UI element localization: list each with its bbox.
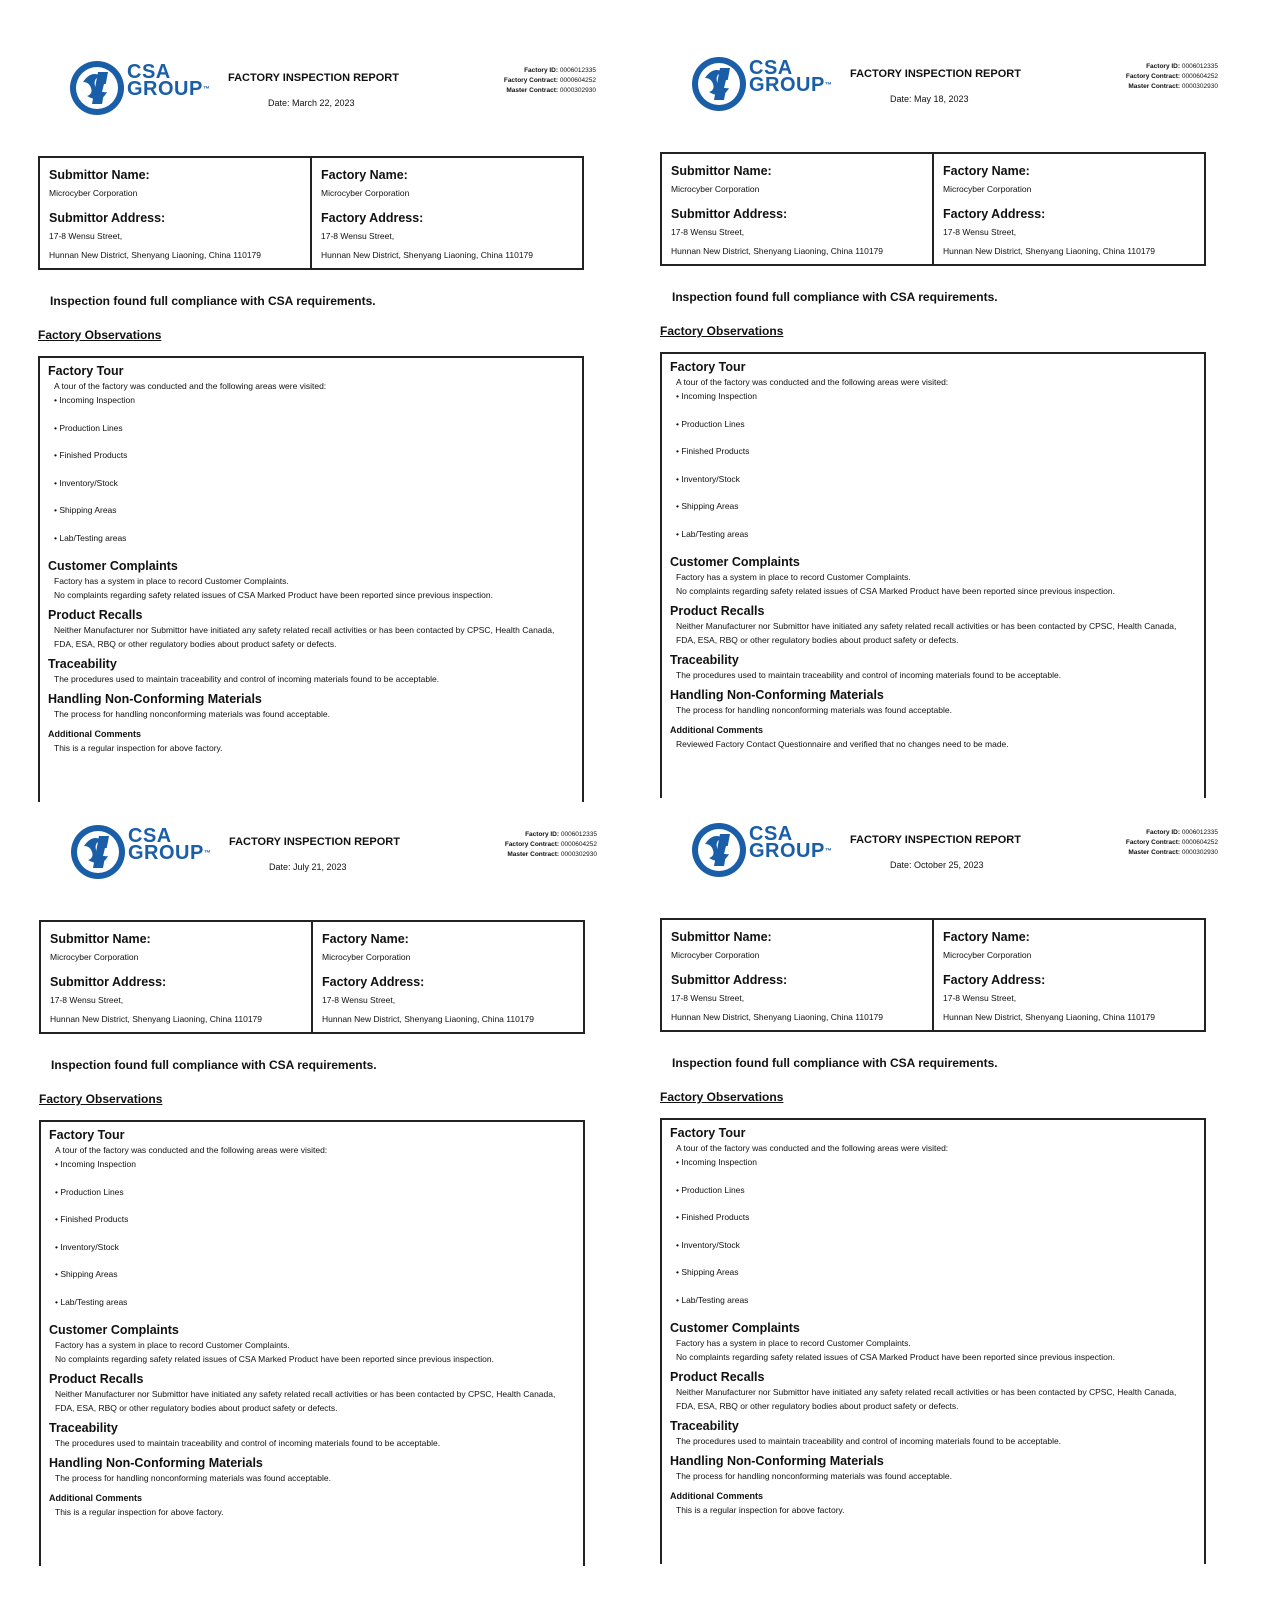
report-date: Date: March 22, 2023: [268, 98, 355, 108]
factory-id: 0006012335: [559, 67, 596, 74]
factory-tour-heading: Factory Tour: [670, 1126, 746, 1140]
list-item: • Shipping Areas: [676, 501, 739, 512]
traceability-heading: Traceability: [670, 652, 739, 667]
complaints-heading: Customer Complaints: [48, 558, 178, 573]
comments-text: This is a regular inspection for above factory.: [54, 742, 223, 753]
complaints-text-1: Factory has a system in place to record Customer Complaints.: [55, 1339, 290, 1350]
logo-wordmark: CSA GROUP™: [128, 825, 212, 864]
submitter-factory-box: [660, 152, 1206, 266]
factory-column: [310, 158, 582, 268]
handling-text: The process for handling nonconforming materials was found acceptable.: [54, 708, 330, 719]
visited-areas-list: [49, 1157, 575, 1309]
master-contract: 0000302930: [560, 851, 597, 858]
submitter-address-line2: Hunnan New District, Shenyang Liaoning, China 110179: [671, 246, 884, 256]
report-date: Date: May 18, 2023: [890, 94, 969, 104]
observations-heading: Factory Observations: [39, 1092, 163, 1106]
report-header: [39, 796, 609, 916]
report-date: Date: July 21, 2023: [269, 862, 347, 872]
complaints-text-2: No complaints regarding safety related issues of CSA Marked Product have been reported since previous inspection.: [676, 585, 1115, 596]
comments-text: Reviewed Factory Contact Questionnaire and verified that no changes need to be made.: [676, 738, 1009, 749]
factory-tour-intro: A tour of the factory was conducted and the following areas were visited:: [676, 1143, 949, 1153]
factory-name-label: Factory Name:: [321, 168, 408, 182]
observations-box: [39, 1120, 585, 1566]
recalls-text: Neither Manufacturer nor Submittor have initiated any safety related recall activities or has been contacted by CPSC, Health Canada, FDA, ESA, RBQ or other regulatory bodies about product safety or defects.: [676, 620, 1177, 645]
list-item: • Finished Products: [54, 450, 128, 461]
traceability-heading: Traceability: [48, 656, 117, 671]
factory-address-line1: 17-8 Wensu Street,: [943, 993, 1017, 1003]
observations-box: [38, 356, 584, 802]
list-item: • Production Lines: [54, 422, 123, 433]
factory-column: [932, 920, 1204, 1030]
comments-heading: Additional Comments: [48, 728, 142, 739]
submitter-address-label: Submittor Address:: [50, 975, 167, 989]
list-item: • Lab/Testing areas: [55, 1296, 128, 1307]
list-item: • Shipping Areas: [54, 505, 117, 516]
factory-name: Microcyber Corporation: [943, 184, 1032, 194]
logo-wordmark: CSA GROUP™: [749, 823, 833, 862]
csa-group-logo: [69, 818, 244, 886]
factory-tour-intro: A tour of the factory was conducted and the following areas were visited:: [54, 381, 327, 391]
comments-text: This is a regular inspection for above factory.: [55, 1506, 224, 1517]
report-title: FACTORY INSPECTION REPORT: [229, 836, 400, 848]
list-item: • Finished Products: [676, 1212, 750, 1223]
observations-heading: Factory Observations: [38, 328, 162, 342]
list-item: • Incoming Inspection: [54, 395, 135, 405]
logo-wordmark: CSA GROUP™: [127, 61, 211, 100]
factory-tour-intro: A tour of the factory was conducted and the following areas were visited:: [676, 377, 949, 387]
comments-heading: Additional Comments: [670, 1490, 764, 1501]
list-item: • Production Lines: [55, 1186, 124, 1197]
factory-id: 0006012335: [560, 831, 597, 838]
list-item: • Inventory/Stock: [676, 473, 740, 484]
factory-name: Microcyber Corporation: [943, 950, 1032, 960]
submitter-name-label: Submittor Name:: [49, 168, 150, 182]
report-title: FACTORY INSPECTION REPORT: [850, 68, 1021, 80]
submitter-name: Microcyber Corporation: [49, 188, 138, 198]
csa-group-logo: [690, 816, 865, 884]
recalls-text: Neither Manufacturer nor Submittor have initiated any safety related recall activities or has been contacted by CPSC, Health Canada, FDA, ESA, RBQ or other regulatory bodies about product safety or defects.: [54, 624, 555, 649]
visited-areas-list: [670, 1155, 1196, 1307]
report-identifiers: Factory ID: 0006012335 Factory Contract: 0000604252 Master Contract: 0000302930: [1125, 829, 1218, 856]
complaints-heading: Customer Complaints: [49, 1322, 179, 1337]
list-item: • Inventory/Stock: [54, 477, 118, 488]
recalls-text: Neither Manufacturer nor Submittor have initiated any safety related recall activities or has been contacted by CPSC, Health Canada, FDA, ESA, RBQ or other regulatory bodies about product safety or defects.: [676, 1386, 1177, 1411]
factory-name-label: Factory Name:: [943, 930, 1030, 944]
factory-contract: 0000604252: [559, 77, 596, 84]
factory-address-line1: 17-8 Wensu Street,: [943, 227, 1017, 237]
compliance-statement: Inspection found full compliance with CSA requirements.: [51, 1058, 377, 1072]
comments-heading: Additional Comments: [49, 1492, 143, 1503]
inspection-report-1: [38, 32, 608, 802]
csa-group-logo: [690, 50, 865, 118]
logo-wordmark: CSA GROUP™: [749, 57, 833, 96]
recalls-heading: Product Recalls: [49, 1371, 144, 1386]
report-title: FACTORY INSPECTION REPORT: [228, 72, 399, 84]
factory-address-line1: 17-8 Wensu Street,: [322, 995, 396, 1005]
factory-column: [311, 922, 583, 1032]
submitter-address-line1: 17-8 Wensu Street,: [671, 227, 745, 237]
submitter-address-label: Submittor Address:: [671, 973, 788, 987]
factory-address-line2: Hunnan New District, Shenyang Liaoning, China 110179: [321, 250, 534, 260]
factory-name: Microcyber Corporation: [322, 952, 411, 962]
report-identifiers: Factory ID: 0006012335 Factory Contract: 0000604252 Master Contract: 0000302930: [1125, 63, 1218, 90]
inspection-report-3: [39, 796, 609, 1566]
handling-text: The process for handling nonconforming materials was found acceptable.: [55, 1472, 331, 1483]
report-identifiers: Factory ID: 0006012335 Factory Contract: 0000604252 Master Contract: 0000302930: [503, 67, 596, 94]
master-contract: 0000302930: [1181, 83, 1218, 90]
report-header: [660, 794, 1230, 914]
master-contract: 0000302930: [559, 87, 596, 94]
factory-name-label: Factory Name:: [943, 164, 1030, 178]
submitter-name: Microcyber Corporation: [671, 950, 760, 960]
submitter-factory-box: [39, 920, 585, 1034]
observations-box: [660, 352, 1206, 798]
complaints-text-1: Factory has a system in place to record Customer Complaints.: [676, 1337, 911, 1348]
compliance-statement: Inspection found full compliance with CSA requirements.: [672, 1056, 998, 1070]
submitter-address-line1: 17-8 Wensu Street,: [49, 231, 123, 241]
factory-address-line1: 17-8 Wensu Street,: [321, 231, 395, 241]
submitter-factory-box: [660, 918, 1206, 1032]
list-item: • Shipping Areas: [676, 1267, 739, 1278]
list-item: • Inventory/Stock: [55, 1241, 119, 1252]
list-item: • Shipping Areas: [55, 1269, 118, 1280]
observations-box: [660, 1118, 1206, 1564]
factory-column: [932, 154, 1204, 264]
submitter-address-line1: 17-8 Wensu Street,: [50, 995, 124, 1005]
factory-name-label: Factory Name:: [322, 932, 409, 946]
observations-heading: Factory Observations: [660, 1090, 784, 1104]
list-item: • Incoming Inspection: [55, 1159, 136, 1169]
inspection-report-4: [660, 794, 1230, 1564]
factory-tour-intro: A tour of the factory was conducted and the following areas were visited:: [55, 1145, 328, 1155]
submitter-column: [41, 922, 311, 1032]
submitter-name: Microcyber Corporation: [50, 952, 139, 962]
submitter-factory-box: [38, 156, 584, 270]
submitter-column: [662, 154, 932, 264]
master-contract: 0000302930: [1181, 849, 1218, 856]
report-identifiers: Factory ID: 0006012335 Factory Contract: 0000604252 Master Contract: 0000302930: [504, 831, 597, 858]
handling-heading: Handling Non-Conforming Materials: [670, 1453, 884, 1468]
csa-group-logo: [68, 54, 243, 122]
factory-name: Microcyber Corporation: [321, 188, 410, 198]
handling-heading: Handling Non-Conforming Materials: [670, 687, 884, 702]
comments-text: This is a regular inspection for above factory.: [676, 1504, 845, 1515]
observations-heading: Factory Observations: [660, 324, 784, 338]
comments-heading: Additional Comments: [670, 724, 764, 735]
factory-id: 0006012335: [1181, 829, 1218, 836]
recalls-heading: Product Recalls: [670, 603, 765, 618]
factory-contract: 0000604252: [1181, 839, 1218, 846]
list-item: • Lab/Testing areas: [54, 532, 127, 543]
recalls-text: Neither Manufacturer nor Submittor have initiated any safety related recall activities or has been contacted by CPSC, Health Canada, FDA, ESA, RBQ or other regulatory bodies about product safety or defects.: [55, 1388, 556, 1413]
submitter-name: Microcyber Corporation: [671, 184, 760, 194]
traceability-heading: Traceability: [670, 1418, 739, 1433]
factory-tour-heading: Factory Tour: [670, 360, 746, 374]
report-header: [660, 28, 1230, 148]
factory-address-label: Factory Address:: [943, 973, 1046, 987]
complaints-text-2: No complaints regarding safety related issues of CSA Marked Product have been reported since previous inspection.: [55, 1353, 494, 1364]
submitter-name-label: Submittor Name:: [671, 164, 772, 178]
factory-tour-heading: Factory Tour: [49, 1128, 125, 1142]
recalls-heading: Product Recalls: [670, 1369, 765, 1384]
list-item: • Lab/Testing areas: [676, 1294, 749, 1305]
factory-address-label: Factory Address:: [321, 211, 424, 225]
list-item: • Incoming Inspection: [676, 391, 757, 401]
factory-address-line2: Hunnan New District, Shenyang Liaoning, China 110179: [943, 246, 1156, 256]
submitter-column: [662, 920, 932, 1030]
complaints-text-2: No complaints regarding safety related issues of CSA Marked Product have been reported since previous inspection.: [676, 1351, 1115, 1362]
complaints-text-1: Factory has a system in place to record Customer Complaints.: [54, 575, 289, 586]
complaints-text-2: No complaints regarding safety related issues of CSA Marked Product have been reported since previous inspection.: [54, 589, 493, 600]
factory-address-label: Factory Address:: [322, 975, 425, 989]
factory-address-line2: Hunnan New District, Shenyang Liaoning, China 110179: [943, 1012, 1156, 1022]
recalls-heading: Product Recalls: [48, 607, 143, 622]
traceability-heading: Traceability: [49, 1420, 118, 1435]
list-item: • Incoming Inspection: [676, 1157, 757, 1167]
visited-areas-list: [48, 393, 574, 545]
report-title: FACTORY INSPECTION REPORT: [850, 834, 1021, 846]
factory-address-line2: Hunnan New District, Shenyang Liaoning, China 110179: [322, 1014, 535, 1024]
handling-heading: Handling Non-Conforming Materials: [48, 691, 262, 706]
report-header: [38, 32, 608, 152]
submitter-address-label: Submittor Address:: [671, 207, 788, 221]
submitter-address-line2: Hunnan New District, Shenyang Liaoning, China 110179: [671, 1012, 884, 1022]
list-item: • Production Lines: [676, 418, 745, 429]
submitter-address-line2: Hunnan New District, Shenyang Liaoning, China 110179: [49, 250, 262, 260]
submitter-address-label: Submittor Address:: [49, 211, 166, 225]
list-item: • Finished Products: [55, 1214, 129, 1225]
factory-tour-heading: Factory Tour: [48, 364, 124, 378]
complaints-heading: Customer Complaints: [670, 554, 800, 569]
submitter-address-line2: Hunnan New District, Shenyang Liaoning, China 110179: [50, 1014, 263, 1024]
traceability-text: The procedures used to maintain traceability and control of incoming materials found to be acceptable.: [54, 673, 440, 684]
list-item: • Inventory/Stock: [676, 1239, 740, 1250]
compliance-statement: Inspection found full compliance with CSA requirements.: [672, 290, 998, 304]
complaints-text-1: Factory has a system in place to record Customer Complaints.: [676, 571, 911, 582]
list-item: • Lab/Testing areas: [676, 528, 749, 539]
submitter-name-label: Submittor Name:: [671, 930, 772, 944]
compliance-statement: Inspection found full compliance with CSA requirements.: [50, 294, 376, 308]
submitter-address-line1: 17-8 Wensu Street,: [671, 993, 745, 1003]
visited-areas-list: [670, 389, 1196, 541]
list-item: • Production Lines: [676, 1184, 745, 1195]
factory-id: 0006012335: [1181, 63, 1218, 70]
handling-heading: Handling Non-Conforming Materials: [49, 1455, 263, 1470]
traceability-text: The procedures used to maintain traceability and control of incoming materials found to be acceptable.: [55, 1437, 441, 1448]
traceability-text: The procedures used to maintain traceability and control of incoming materials found to be acceptable.: [676, 669, 1062, 680]
submitter-name-label: Submittor Name:: [50, 932, 151, 946]
complaints-heading: Customer Complaints: [670, 1320, 800, 1335]
handling-text: The process for handling nonconforming materials was found acceptable.: [676, 1470, 952, 1481]
handling-text: The process for handling nonconforming materials was found acceptable.: [676, 704, 952, 715]
submitter-column: [40, 158, 310, 268]
factory-contract: 0000604252: [1181, 73, 1218, 80]
factory-contract: 0000604252: [560, 841, 597, 848]
list-item: • Finished Products: [676, 446, 750, 457]
report-date: Date: October 25, 2023: [890, 860, 984, 870]
factory-address-label: Factory Address:: [943, 207, 1046, 221]
inspection-report-2: [660, 28, 1230, 798]
traceability-text: The procedures used to maintain traceability and control of incoming materials found to be acceptable.: [676, 1435, 1062, 1446]
